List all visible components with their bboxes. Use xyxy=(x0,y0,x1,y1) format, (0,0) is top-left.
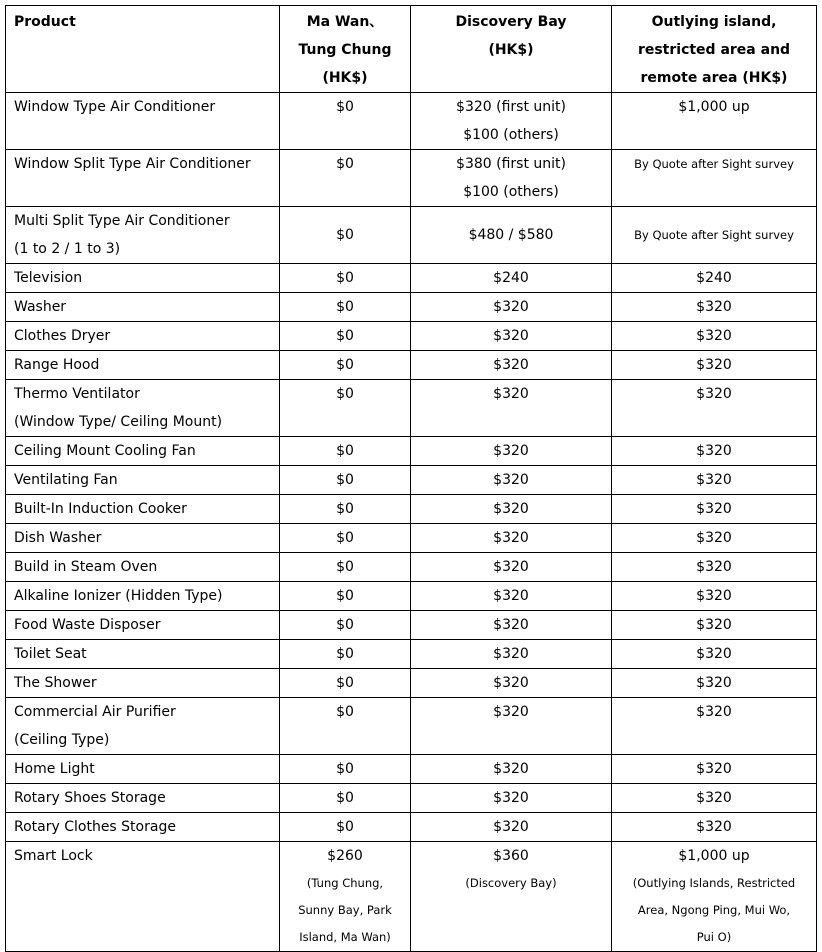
price-ma-wan-cell xyxy=(280,813,411,842)
price-discovery-bay-cell xyxy=(411,322,612,351)
price-value: $320 xyxy=(696,559,732,575)
price-discovery-bay-cell xyxy=(411,495,612,524)
price-discovery-bay-cell xyxy=(411,93,612,150)
price-ma-wan-cell xyxy=(280,93,411,150)
price-table-body xyxy=(6,93,817,952)
price-value: $0 xyxy=(336,761,354,777)
smart-lock-area-note: Area, Ngong Ping, Mui Wo, xyxy=(637,903,791,917)
price-value: $0 xyxy=(336,704,354,720)
price-value: $320 xyxy=(696,646,732,662)
price-ma-wan-cell xyxy=(280,150,411,207)
price-value: $100 (others) xyxy=(463,184,559,200)
product-cell xyxy=(6,293,280,322)
price-value: $320 xyxy=(696,386,732,402)
price-value: $320 xyxy=(493,299,529,315)
header-product xyxy=(6,6,280,93)
price-discovery-bay-cell xyxy=(411,380,612,437)
smart-lock-area-note: Pui O) xyxy=(696,930,732,944)
price-ma-wan-cell xyxy=(280,842,411,952)
price-value: $0 xyxy=(336,790,354,806)
price-value: $240 xyxy=(493,270,529,286)
price-value: $320 (first unit) xyxy=(456,99,566,115)
price-value: $0 xyxy=(336,588,354,604)
product-name: Food Waste Disposer xyxy=(14,617,161,633)
price-outlying-cell xyxy=(612,582,817,611)
price-discovery-bay-cell xyxy=(411,755,612,784)
product-name: Range Hood xyxy=(14,357,100,373)
price-discovery-bay-cell xyxy=(411,669,612,698)
price-ma-wan-cell xyxy=(280,755,411,784)
price-outlying-cell xyxy=(612,322,817,351)
price-value: $320 xyxy=(493,704,529,720)
price-value: $0 xyxy=(336,646,354,662)
price-value: $320 xyxy=(493,501,529,517)
price-value: $320 xyxy=(696,299,732,315)
price-value: $240 xyxy=(696,270,732,286)
table-row xyxy=(6,582,817,611)
price-value: $320 xyxy=(696,675,732,691)
product-cell xyxy=(6,842,280,952)
price-ma-wan-cell xyxy=(280,437,411,466)
product-cell xyxy=(6,524,280,553)
price-value: $320 xyxy=(696,617,732,633)
price-discovery-bay-cell xyxy=(411,524,612,553)
table-row xyxy=(6,466,817,495)
price-discovery-bay-cell xyxy=(411,293,612,322)
table-row xyxy=(6,437,817,466)
price-value: By Quote after Sight survey xyxy=(634,228,794,242)
price-outlying-cell xyxy=(612,264,817,293)
price-outlying-cell xyxy=(612,842,817,952)
price-ma-wan-cell xyxy=(280,669,411,698)
table-row xyxy=(6,784,817,813)
product-cell xyxy=(6,611,280,640)
table-row xyxy=(6,322,817,351)
price-value: $320 xyxy=(493,386,529,402)
product-cell xyxy=(6,640,280,669)
header-ma-wan-tung-chung xyxy=(280,6,411,93)
product-cell xyxy=(6,322,280,351)
product-name: Thermo Ventilator xyxy=(14,386,140,402)
price-value: $0 xyxy=(336,227,354,243)
table-row xyxy=(6,264,817,293)
price-outlying-cell xyxy=(612,293,817,322)
table-row xyxy=(6,380,817,437)
price-value: $320 xyxy=(493,530,529,546)
price-value: $260 xyxy=(327,848,363,864)
smart-lock-area-note: Island, Ma Wan) xyxy=(299,930,391,944)
price-value: $0 xyxy=(336,819,354,835)
table-row xyxy=(6,553,817,582)
product-cell xyxy=(6,784,280,813)
price-outlying-cell xyxy=(612,150,817,207)
product-name: Build in Steam Oven xyxy=(14,559,158,575)
price-discovery-bay-cell xyxy=(411,611,612,640)
product-cell xyxy=(6,582,280,611)
product-name: (Ceiling Type) xyxy=(14,732,110,748)
price-outlying-cell xyxy=(612,495,817,524)
price-value: $0 xyxy=(336,299,354,315)
price-outlying-cell xyxy=(612,380,817,437)
price-outlying-cell xyxy=(612,93,817,150)
price-outlying-cell xyxy=(612,611,817,640)
price-value: $320 xyxy=(696,443,732,459)
product-name: (Window Type/ Ceiling Mount) xyxy=(14,414,223,430)
header-col3-line: Outlying island, xyxy=(651,14,777,30)
price-ma-wan-cell xyxy=(280,582,411,611)
header-col3-line: restricted area and xyxy=(637,42,791,58)
header-col3-line: remote area (HK$) xyxy=(640,70,788,86)
price-discovery-bay-cell xyxy=(411,351,612,380)
table-row xyxy=(6,351,817,380)
price-value: $320 xyxy=(696,704,732,720)
product-name: Ventilating Fan xyxy=(14,472,118,488)
price-value: $320 xyxy=(696,761,732,777)
price-value: $320 xyxy=(493,617,529,633)
price-outlying-cell xyxy=(612,524,817,553)
price-value: $100 (others) xyxy=(463,127,559,143)
header-col1-line: Ma Wan、 xyxy=(306,14,384,30)
product-name: Window Type Air Conditioner xyxy=(14,99,216,115)
price-value: $320 xyxy=(493,646,529,662)
price-value: $0 xyxy=(336,559,354,575)
price-value: $320 xyxy=(493,559,529,575)
product-cell xyxy=(6,553,280,582)
product-cell xyxy=(6,698,280,755)
header-product-label: Product xyxy=(14,14,76,30)
price-outlying-cell xyxy=(612,207,817,264)
price-outlying-cell xyxy=(612,466,817,495)
price-discovery-bay-cell xyxy=(411,784,612,813)
price-outlying-cell xyxy=(612,553,817,582)
product-name: Rotary Clothes Storage xyxy=(14,819,176,835)
price-discovery-bay-cell xyxy=(411,698,612,755)
price-outlying-cell xyxy=(612,640,817,669)
price-value: $320 xyxy=(696,819,732,835)
smart-lock-area-note: (Discovery Bay) xyxy=(465,876,557,890)
table-row xyxy=(6,93,817,150)
product-name: Smart Lock xyxy=(14,848,93,864)
product-name: Window Split Type Air Conditioner xyxy=(14,156,251,172)
price-value: $0 xyxy=(336,472,354,488)
price-value: $320 xyxy=(493,790,529,806)
table-row xyxy=(6,207,817,264)
header-col1-line: (HK$) xyxy=(322,70,368,86)
price-value: $0 xyxy=(336,617,354,633)
price-value: $320 xyxy=(696,530,732,546)
product-name: Commercial Air Purifier xyxy=(14,704,176,720)
product-cell xyxy=(6,437,280,466)
table-row xyxy=(6,755,817,784)
price-ma-wan-cell xyxy=(280,264,411,293)
product-name: Home Light xyxy=(14,761,95,777)
price-discovery-bay-cell xyxy=(411,813,612,842)
header-col2-line: (HK$) xyxy=(488,42,534,58)
header-row xyxy=(6,6,817,93)
table-row xyxy=(6,669,817,698)
product-name: Clothes Dryer xyxy=(14,328,111,344)
product-name: Washer xyxy=(14,299,67,315)
price-value: By Quote after Sight survey xyxy=(634,157,794,171)
price-value: $320 xyxy=(696,790,732,806)
price-outlying-cell xyxy=(612,755,817,784)
product-cell xyxy=(6,93,280,150)
price-value: $0 xyxy=(336,328,354,344)
price-value: $0 xyxy=(336,443,354,459)
price-value: $1,000 up xyxy=(678,848,750,864)
price-ma-wan-cell xyxy=(280,322,411,351)
price-discovery-bay-cell xyxy=(411,553,612,582)
price-outlying-cell xyxy=(612,669,817,698)
header-col2-line: Discovery Bay xyxy=(455,14,567,30)
price-discovery-bay-cell xyxy=(411,842,612,952)
price-value: $480 / $580 xyxy=(468,227,554,243)
product-cell xyxy=(6,351,280,380)
table-row xyxy=(6,495,817,524)
price-ma-wan-cell xyxy=(280,640,411,669)
smart-lock-area-note: (Outlying Islands, Restricted xyxy=(632,876,796,890)
product-name: Dish Washer xyxy=(14,530,102,546)
price-discovery-bay-cell xyxy=(411,640,612,669)
price-value: $1,000 up xyxy=(678,99,750,115)
price-value: $320 xyxy=(493,675,529,691)
price-value: $320 xyxy=(493,443,529,459)
price-discovery-bay-cell xyxy=(411,437,612,466)
price-value: $380 (first unit) xyxy=(456,156,566,172)
product-cell xyxy=(6,264,280,293)
price-ma-wan-cell xyxy=(280,351,411,380)
price-outlying-cell xyxy=(612,698,817,755)
price-value: $320 xyxy=(493,819,529,835)
price-value: $320 xyxy=(493,357,529,373)
product-cell xyxy=(6,813,280,842)
price-ma-wan-cell xyxy=(280,293,411,322)
product-cell xyxy=(6,150,280,207)
table-row xyxy=(6,611,817,640)
product-cell xyxy=(6,207,280,264)
product-name: The Shower xyxy=(14,675,97,691)
product-name: Television xyxy=(14,270,83,286)
product-cell xyxy=(6,755,280,784)
price-value: $0 xyxy=(336,675,354,691)
table-row xyxy=(6,698,817,755)
price-discovery-bay-cell xyxy=(411,150,612,207)
price-value: $320 xyxy=(696,357,732,373)
product-name: Multi Split Type Air Conditioner xyxy=(14,213,230,229)
price-value: $320 xyxy=(493,588,529,604)
price-outlying-cell xyxy=(612,351,817,380)
price-ma-wan-cell xyxy=(280,466,411,495)
price-value: $320 xyxy=(696,588,732,604)
price-outlying-cell xyxy=(612,813,817,842)
table-row xyxy=(6,842,817,952)
table-row xyxy=(6,150,817,207)
price-ma-wan-cell xyxy=(280,207,411,264)
product-cell xyxy=(6,495,280,524)
smart-lock-area-note: (Tung Chung, xyxy=(306,876,384,890)
price-ma-wan-cell xyxy=(280,553,411,582)
header-col1-line: Tung Chung xyxy=(298,42,392,58)
price-value: $320 xyxy=(493,328,529,344)
price-discovery-bay-cell xyxy=(411,582,612,611)
product-name: Toilet Seat xyxy=(14,646,87,662)
price-discovery-bay-cell xyxy=(411,466,612,495)
product-name: Built-In Induction Cooker xyxy=(14,501,187,517)
price-value: $320 xyxy=(696,472,732,488)
price-ma-wan-cell xyxy=(280,611,411,640)
price-value: $320 xyxy=(493,472,529,488)
price-value: $0 xyxy=(336,99,354,115)
price-value: $0 xyxy=(336,270,354,286)
price-value: $0 xyxy=(336,156,354,172)
smart-lock-area-note: Sunny Bay, Park xyxy=(298,903,392,917)
product-cell xyxy=(6,466,280,495)
price-value: $0 xyxy=(336,530,354,546)
price-ma-wan-cell xyxy=(280,784,411,813)
price-value: $320 xyxy=(493,761,529,777)
price-value: $0 xyxy=(336,386,354,402)
price-discovery-bay-cell xyxy=(411,264,612,293)
product-name: Alkaline Ionizer (Hidden Type) xyxy=(14,588,223,604)
price-outlying-cell xyxy=(612,437,817,466)
price-ma-wan-cell xyxy=(280,495,411,524)
price-ma-wan-cell xyxy=(280,698,411,755)
price-ma-wan-cell xyxy=(280,524,411,553)
table-row xyxy=(6,293,817,322)
price-discovery-bay-cell xyxy=(411,207,612,264)
header-outlying-island xyxy=(612,6,817,93)
price-value: $360 xyxy=(493,848,529,864)
product-name: (1 to 2 / 1 to 3) xyxy=(14,241,121,257)
table-row xyxy=(6,524,817,553)
table-row xyxy=(6,640,817,669)
product-cell xyxy=(6,669,280,698)
price-value: $0 xyxy=(336,357,354,373)
product-name: Ceiling Mount Cooling Fan xyxy=(14,443,196,459)
price-outlying-cell xyxy=(612,784,817,813)
product-name: Rotary Shoes Storage xyxy=(14,790,166,806)
price-value: $320 xyxy=(696,328,732,344)
header-discovery-bay xyxy=(411,6,612,93)
price-value: $320 xyxy=(696,501,732,517)
price-value: $0 xyxy=(336,501,354,517)
price-table xyxy=(5,5,817,952)
product-cell xyxy=(6,380,280,437)
price-ma-wan-cell xyxy=(280,380,411,437)
table-row xyxy=(6,813,817,842)
